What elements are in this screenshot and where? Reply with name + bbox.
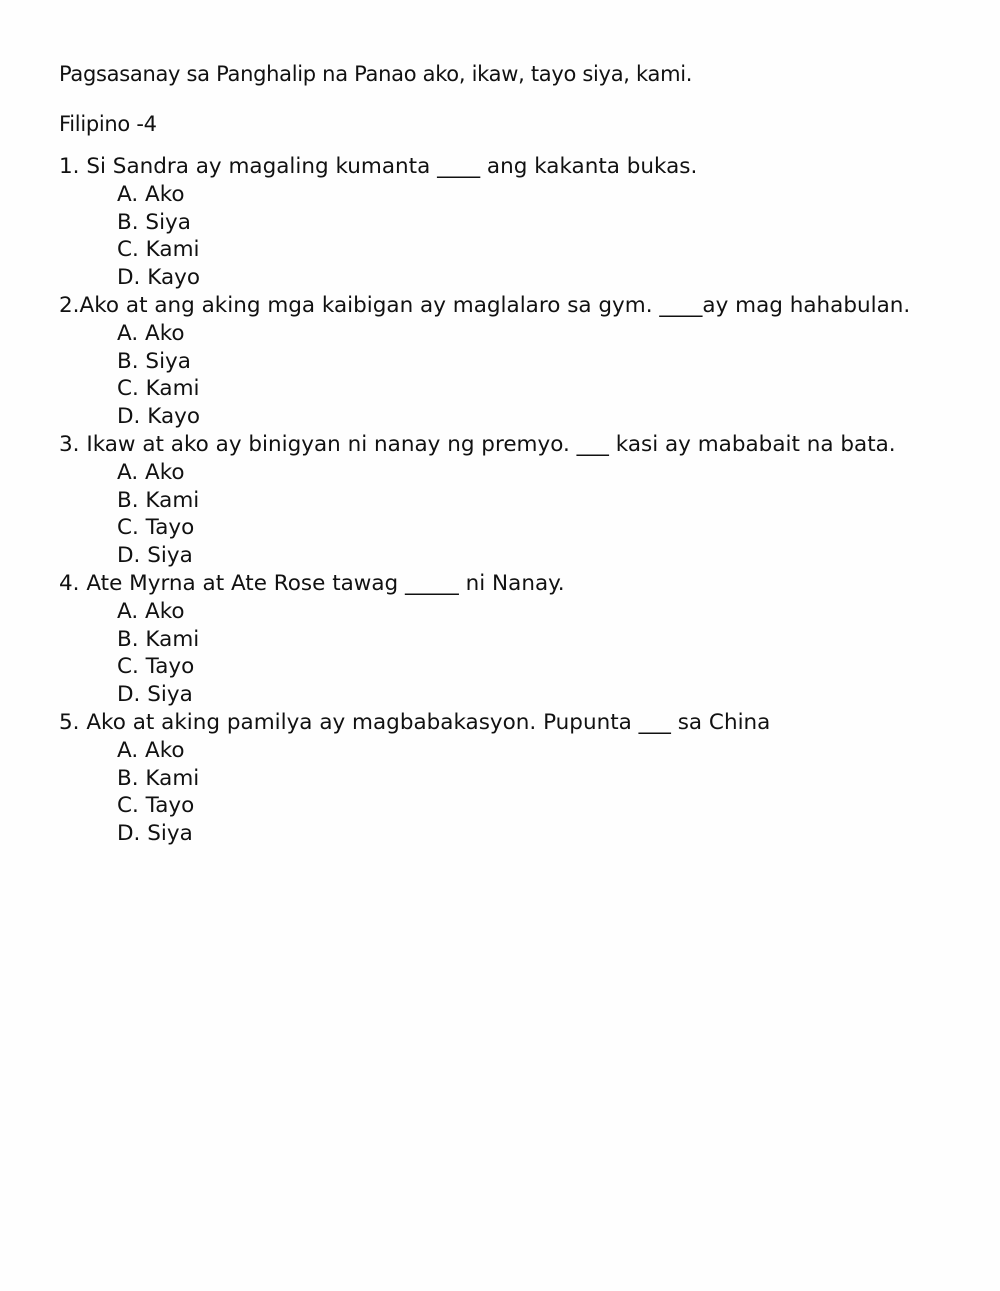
question-1-choices (59, 181, 939, 292)
question-4-text: 4. Ate Myrna at Ate Rose tawag _____ ni Nanay. (59, 570, 565, 596)
choice-4b: B. Kami (117, 626, 200, 652)
choice-5a: A. Ako (117, 737, 185, 763)
choice-3b: B. Kami (117, 487, 200, 513)
question-4 (59, 570, 939, 709)
choice-3a: A. Ako (117, 459, 185, 485)
worksheet-title: Pagsasanay sa Panghalip na Panao ako, ikaw, tayo siya, kami. (59, 62, 693, 86)
choice-4a: A. Ako (117, 598, 185, 624)
choice-2b: B. Siya (117, 348, 191, 374)
choice-4c: C. Tayo (117, 654, 195, 680)
question-5-text: 5. Ako at aking pamilya ay magbabakasyon. Pupunta ___ sa China (59, 709, 771, 735)
question-1-text: 1. Si Sandra ay magaling kumanta ____ ang kakanta bukas. (59, 154, 698, 179)
choice-1d: D. Kayo (117, 265, 200, 291)
choice-1b: B. Siya (117, 209, 191, 235)
choice-2a: A. Ako (117, 320, 185, 346)
choice-2d: D. Kayo (117, 404, 200, 430)
choice-1c: C. Kami (117, 237, 200, 263)
question-3-choices (59, 459, 939, 570)
question-4-choices (59, 598, 939, 709)
question-2-choices (59, 320, 939, 431)
question-5 (59, 709, 939, 848)
choice-5c: C. Tayo (117, 793, 195, 819)
question-2-text: 2.Ako at ang aking mga kaibigan ay maglalaro sa gym. ____ay mag hahabulan. (59, 292, 911, 318)
choice-3c: C. Tayo (117, 515, 195, 541)
choice-5b: B. Kami (117, 765, 200, 791)
choice-1a: A. Ako (117, 181, 185, 207)
question-5-choices (59, 737, 939, 848)
question-1 (59, 153, 939, 292)
question-list (59, 153, 939, 848)
question-3 (59, 431, 939, 570)
question-2 (59, 292, 939, 431)
choice-5d: D. Siya (117, 821, 193, 847)
question-3-text: 3. Ikaw at ako ay binigyan ni nanay ng premyo. ___ kasi ay mababait na bata. (59, 431, 896, 457)
subject-label: Filipino -4 (59, 112, 157, 136)
choice-4d: D. Siya (117, 682, 193, 708)
choice-3d: D. Siya (117, 543, 193, 569)
choice-2c: C. Kami (117, 376, 200, 402)
